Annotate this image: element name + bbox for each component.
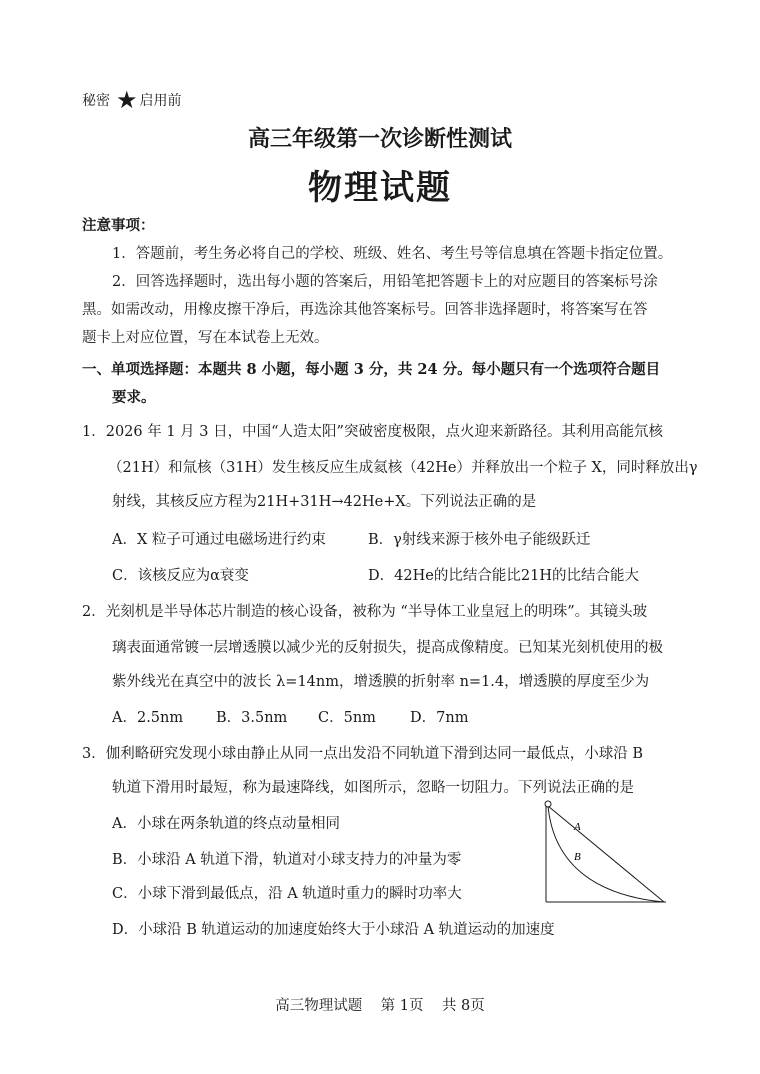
q2-line-1: 2．光刻机是半导体芯片制造的核心设备，被称为 “半导体工业皇冠上的明珠”。其镜头玻	[82, 604, 648, 620]
q1-line-2: （21H）和氚核（31H）发生核反应生成氦核（42He）并释放出一个粒子 X，同时释放出γ	[108, 460, 698, 476]
q1-option-b: B．γ射线来源于核外电子能级跃迁	[368, 532, 591, 548]
q2-line-3: 紫外线光在真空中的波长 λ=14nm，增透膜的折射率 n=1.4，增透膜的厚度至少为	[112, 674, 650, 690]
tritium-nuclide: 31	[226, 460, 245, 476]
q3-option-a: A．小球在两条轨道的终点动量相同	[112, 816, 340, 832]
subject-title: 物理试题	[308, 168, 452, 208]
notice-item-2-line-2: 黑。如需改动，用橡皮擦干净后，再选涂其他答案标号。回答非选择题时，将答案写在答	[82, 302, 648, 318]
q3-option-b: B．小球沿 A 轨道下滑，轨道对小球支持力的冲量为零	[112, 852, 462, 868]
notice-heading: 注意事项：	[82, 217, 155, 234]
q2-option-b: B．3.5nm	[216, 710, 288, 726]
notice-item-2-line-3: 题卡上对应位置，写在本试卷上无效。	[82, 330, 329, 346]
ball-icon	[545, 801, 551, 807]
q1-line-3: 射线，其核反应方程为21H+31H→42He+X。下列说法正确的是	[112, 494, 537, 510]
q1-option-c: C．该核反应为α衰变	[112, 568, 249, 584]
q2-option-c: C．5nm	[318, 710, 376, 726]
q3-line-1: 3．伽利略研究发现小球由静止从同一点出发沿不同轨道下滑到达同一最低点，小球沿 B	[82, 746, 643, 762]
q2-option-d: D．7nm	[410, 710, 469, 726]
notice-item-1: 1．答题前，考生务必将自己的学校、班级、姓名、考生号等信息填在答题卡指定位置。	[112, 246, 673, 262]
q1-option-d: D．42He的比结合能比21H的比结合能大	[368, 568, 639, 584]
q2-line-2: 璃表面通常镀一层增透膜以减少光的反射损失，提高成像精度。已知某光刻机使用的极	[112, 640, 663, 656]
q1-option-a: A．X 粒子可通过电磁场进行约束	[112, 532, 326, 548]
page-footer: 高三物理试题 第 1页 共 8页	[275, 998, 485, 1014]
confidential-mark: 秘密 ★ 启用前	[82, 86, 182, 114]
notice-item-2-line-1: 2．回答选择题时，选出每小题的答案后，用铅笔把答题卡上的对应题目的答案标号涂	[112, 274, 658, 290]
brachistochrone-figure	[540, 798, 670, 908]
exam-title: 高三年级第一次诊断性测试	[247, 126, 512, 152]
q2-option-a: A．2.5nm	[112, 710, 184, 726]
q3-line-2: 轨道下滑用时最短，称为最速降线，如图所示，忽略一切阻力。下列说法正确的是	[112, 780, 634, 796]
q3-option-c: C．小球下滑到最低点，沿 A 轨道时重力的瞬时功率大	[112, 886, 462, 902]
helium-nuclide: 42	[416, 460, 436, 476]
section-1-heading-cont: 要求。	[112, 389, 156, 406]
deuterium-nuclide: 21	[122, 460, 141, 476]
track-b-label: B	[574, 851, 581, 863]
q3-option-d: D．小球沿 B 轨道运动的加速度始终大于小球沿 A 轨道运动的加速度	[112, 922, 555, 938]
star-icon: ★	[116, 86, 138, 114]
section-1-heading: 一、单项选择题：本题共 8 小题，每小题 3 分，共 24 分。每小题只有一个选项符合题目	[82, 361, 661, 378]
q1-line-1: 1．2026 年 1 月 3 日，中国“人造太阳”突破密度极限，点火迎来新路径。其利用高能氘核	[82, 424, 663, 440]
track-a-label: A	[574, 821, 581, 833]
